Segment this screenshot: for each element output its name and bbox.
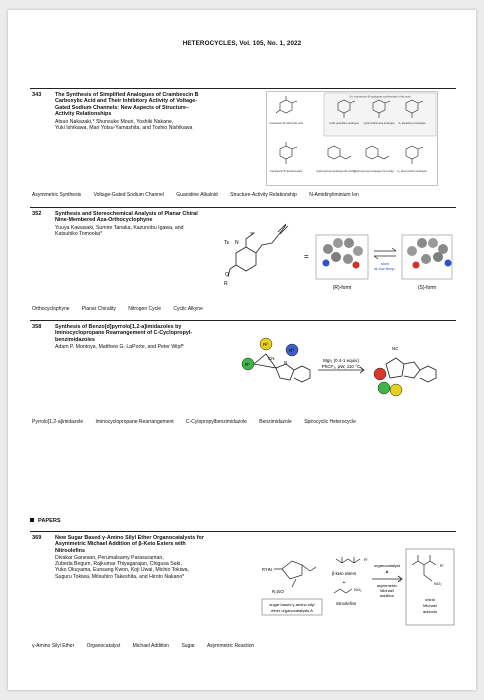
r-form-label: (R)-form <box>332 285 352 291</box>
graphic-box-title: Sn: crambescin B analogues synthesized in this work <box>349 95 411 99</box>
entry-title[interactable] <box>55 535 255 554</box>
structure-label: crambescin B decarboxylate <box>269 170 303 173</box>
arrow-label: at low temp. <box>374 266 396 271</box>
author-line: Atsuo Nakazaki,* Shunsuke Mouri, Yoshiki Nakane, <box>55 119 174 125</box>
keyword[interactable]: Nitrogen Cycle <box>128 306 162 312</box>
structure-label: hydroxypropyl analogue (R-config) <box>316 170 356 173</box>
entry-divider <box>30 207 456 208</box>
structure-label: cyclic isothiourea analogue <box>363 122 395 125</box>
n-label: N <box>235 240 239 246</box>
arrow-bottom-label: addition <box>379 593 395 598</box>
entry-divider <box>30 320 456 321</box>
keyword[interactable]: Voltage-Gated Sodium Channel <box>93 192 164 198</box>
nc-label: NC <box>392 346 399 351</box>
structure-label: cyclic guanidine analogue <box>329 122 359 125</box>
keyword[interactable]: N-Amidinyliminium Ion <box>309 192 359 198</box>
entry-divider <box>30 531 456 532</box>
keyword[interactable]: Pyrrolo[1,2-a]imidazole <box>32 419 84 425</box>
reaction-conditions: PhCF₃, μW, 110 °C <box>321 364 361 369</box>
section-heading <box>30 518 61 524</box>
planar-chirality-graphic <box>222 213 454 293</box>
arrow-top-label: A <box>385 569 389 574</box>
keyword[interactable]: Structure-Activity Relationship <box>230 192 297 198</box>
product-r2 <box>378 382 390 394</box>
no2-label: NO₂ <box>354 587 362 592</box>
entry-page-number: 358 <box>32 324 42 330</box>
rhn-label: R'HN <box>262 567 272 572</box>
plus-sign: + <box>342 580 346 586</box>
reaction-conditions: MgI₂ (0.4-1 equiv) <box>323 358 359 363</box>
product-r1 <box>374 368 386 380</box>
r1-label: R¹ <box>245 362 250 367</box>
r3sio-label: R₃SiO <box>272 589 284 594</box>
title-line: Nine-Membered Aza-Orthocyclophyne <box>55 217 153 224</box>
s-form-label: (S)-form <box>417 285 437 291</box>
entry-title[interactable] <box>55 324 255 343</box>
keto-ester-structure <box>336 557 360 563</box>
keyword-row <box>32 306 452 312</box>
entry-352 <box>30 207 456 317</box>
author-line: Yuko Okuyama, Eunsang Kwon, Koji Uwai, Michio Tokiwa, <box>55 567 189 574</box>
nitroolefin-label: nitroolefins <box>335 601 357 606</box>
product-label: Michael <box>423 603 437 608</box>
product-label: chiral <box>425 597 435 602</box>
catalyst-caption: sugar based γ-amino silyl <box>269 602 315 607</box>
entry-page-number: 343 <box>32 92 42 98</box>
entry-358 <box>30 320 456 445</box>
title-line: Iminocyclopropane Rearrangement of C-Cyclopropyl- <box>55 330 193 337</box>
keyword-row <box>32 419 452 425</box>
r-label: R <box>224 281 228 287</box>
entry-page-number: 352 <box>32 211 42 217</box>
product-structure <box>386 358 436 382</box>
title-line: Synthesis and Stereochemical Analysis of Planar Chiral <box>55 211 198 217</box>
title-line: New Sugar Based γ-Amino Silyl Ether Organocatalysts for <box>55 535 204 541</box>
author-line: Divakar Ganesan, Perumalsamy Parasuraman, <box>55 555 164 561</box>
keyword[interactable]: C-Cylopropylbenzimidazole <box>186 419 247 425</box>
reaction-arrow <box>372 576 402 582</box>
keyword[interactable]: Cyclic Alkyne <box>173 306 203 312</box>
nitroolefin-structure <box>334 589 352 593</box>
ts-label: Ts <box>224 240 229 246</box>
title-line: benzimidazoles <box>55 336 95 343</box>
arrow-label: slow <box>380 261 390 266</box>
no2-label: NO₂ <box>434 581 442 586</box>
keyword[interactable]: Spirocyclic Heterocycle <box>304 419 356 425</box>
author-line: Yuuya Kawasaki, Sumire Tanaka, Kazunobu Igawa, and <box>55 225 184 231</box>
keyword[interactable]: Michael Addition <box>132 643 170 649</box>
author-line: Suguru Tokiwa, Mitsuhiro Takeshita, and Hiroto Nakano* <box>55 573 185 580</box>
entry-title[interactable] <box>55 92 255 117</box>
entry-divider <box>30 88 456 89</box>
author-line: Adam P. Montoya, Matthew G. LaPorte, and Peter Wipf* <box>55 344 184 350</box>
arrow-bottom-label: asymmetric <box>376 583 398 588</box>
s-form-model <box>402 235 452 279</box>
entry-authors <box>55 344 255 350</box>
keyword[interactable]: Organocatalyst <box>86 643 121 649</box>
keyword[interactable]: Planar Chirality <box>81 306 116 312</box>
entry-369 <box>30 531 456 661</box>
structure-label: C₁ decarboxyl analogue <box>398 122 426 125</box>
author-line: Yuki Ishikawa, Mari Yotsu-Yamashita, and Toshio Nishikawa <box>55 125 193 132</box>
author-line: Katsuhiko Tomooka* <box>55 231 103 238</box>
section-marker-icon <box>30 518 34 522</box>
structure-label: crambescin B carboxylic acid <box>269 122 303 125</box>
keyword[interactable]: Iminocyclopropane Rearrangement <box>95 419 174 425</box>
section-label: PAPERS <box>38 518 61 524</box>
catalyst-caption: ether organocatalysts A <box>271 608 313 613</box>
author-line: Zubeda Begum, Rajkumar Thiyagarajan, Chigusa Seki, <box>55 561 182 568</box>
arrow-bottom-label: Michael <box>380 588 394 593</box>
equals-sign: = <box>304 252 309 261</box>
journal-page <box>8 10 476 690</box>
r2-label: R² <box>263 342 268 347</box>
title-line: Synthesis of Benzo[d]pyrrolo[1,2-a]imidazoles by <box>55 324 182 330</box>
title-line: Asymmetric Michael Addition of β-Keto Esters with <box>55 541 186 548</box>
keyword-row <box>32 192 452 198</box>
keyword-row <box>32 643 452 649</box>
entry-authors <box>55 555 255 580</box>
cyclophyne-structure <box>228 224 288 277</box>
keyword[interactable]: Sugar <box>181 643 195 649</box>
entry-page-number: 369 <box>32 535 42 541</box>
michael-addition-scheme <box>260 545 456 629</box>
keyword[interactable]: γ-Amino Silyl Ether <box>32 643 75 649</box>
structure-label: hydroxypropyl analogue (S-config) <box>354 170 394 173</box>
keyword[interactable]: Orthocyclophyne <box>32 306 70 312</box>
title-line: Gated Sodium Channels: New Aspects of Structure– <box>55 104 189 111</box>
keyword[interactable]: Asymmetric Reaction <box>206 643 255 649</box>
keyword[interactable]: Guanidine Alkaloid <box>176 192 218 198</box>
r3-label: R³ <box>289 348 294 353</box>
keto-ester-label: β-keto esters <box>331 571 357 576</box>
entry-343 <box>30 88 456 198</box>
keyword[interactable]: Benzimidazole <box>259 419 292 425</box>
catalyst-structure <box>274 561 316 587</box>
r-prime-label: R' <box>364 557 368 562</box>
structure-label: C₂ deoxymethyl analogue <box>397 170 427 173</box>
entry-authors <box>55 119 255 131</box>
r-form-model <box>316 235 368 279</box>
cn-label: CN <box>268 356 275 361</box>
o-label: O <box>225 272 229 278</box>
equilibrium-arrows <box>374 248 396 259</box>
journal-header: HETEROCYCLES, Vol. 105, No. 1, 2022 <box>182 40 302 47</box>
starting-material <box>254 354 310 382</box>
structure-activity-graphic <box>266 91 438 186</box>
title-line: Activity Relationships <box>55 110 112 117</box>
keyword[interactable]: Asymmetric Synthesis <box>32 192 82 198</box>
adduct-structure <box>412 555 436 581</box>
title-line: The Synthesis of Simplified Analogues of Crambescin B <box>55 92 199 98</box>
product-label: adducts <box>422 609 438 614</box>
rearrangement-scheme <box>234 334 452 404</box>
title-line: Nitroolefins <box>55 547 85 554</box>
arrow-top-label: organocatalyst <box>373 563 401 568</box>
title-line: Carboxylic Acid and Their Inhibitory Activity of Voltage- <box>55 98 198 105</box>
n-label: N <box>284 360 288 365</box>
product-r3 <box>390 384 402 396</box>
r-prime-label: R' <box>440 563 444 568</box>
